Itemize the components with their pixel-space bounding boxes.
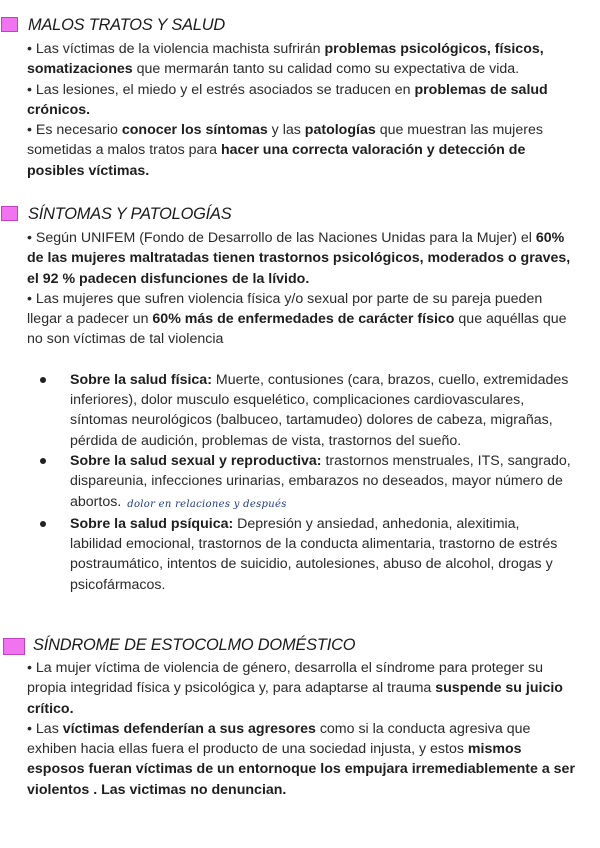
bold-text: 60% más de enfermedades de carácter físico (152, 311, 455, 328)
bullet-dot-icon (40, 377, 46, 383)
section-title: SÍNTOMAS Y PATOLOGÍAS (28, 205, 232, 223)
text-run: y las (267, 122, 305, 139)
text-run: • Las víctimas de la violencia machista sufrirán (27, 41, 325, 57)
bold-text: conocer los síntomas (121, 122, 268, 139)
text-run: • Según UNIFEM (Fondo de Desarrollo de las Naciones Unidas para la Mujer) el (27, 230, 536, 246)
bullet-dot-icon (40, 458, 46, 464)
bold-text: mismos esposos fueran víctimas de un entornoque los empujara irremediablemente a ser violentos . Las victimas no denuncian. (27, 741, 575, 798)
text-run: Depresión y ansiedad, anhedonia, alexitimia, labilidad emocional, trastornos de la conducta alimentaria, trastorno de estrés postraumático, intentos de suicidio, autolesiones, abuso de alcohol, drogas y psicofármacos. (70, 515, 558, 593)
bold-text: patologías (304, 122, 376, 139)
bold-text: problemas de salud crónicos. (27, 81, 548, 118)
list-item (0, 514, 600, 595)
section-body (0, 228, 600, 350)
text-run: • Las mujeres que sufren violencia física y/o sexual por parte de su pareja pueden llegar a padecer un (27, 290, 543, 328)
bold-text: suspende su juicio crítico. (27, 680, 563, 717)
text-run: que muestran las mujeres sometidas a malos tratos para (27, 122, 543, 159)
text-run: como si la conducta agresiva que exhiben hacia ellas fuera el producto de una sociedad injusta, y estos (27, 720, 531, 758)
text-run: • Las lesiones, el miedo y el estrés asociados se traducen en (27, 81, 415, 98)
section-estocolmo (0, 634, 600, 800)
text-run: • Es necesario (27, 122, 122, 139)
highlight-box-icon (1, 17, 18, 32)
bold-text: Sobre la salud psíquica: (70, 515, 234, 532)
section-title: MALOS TRATOS Y SALUD (28, 16, 226, 34)
bold-text: víctimas defenderían a sus agresores (62, 720, 316, 737)
text-run: que aquéllas que no son víctimas de tal violencia (27, 311, 567, 348)
section-body (0, 39, 600, 181)
section-heading (0, 15, 600, 39)
section-heading (0, 634, 600, 658)
paragraph (0, 120, 600, 181)
bullet-list (0, 370, 600, 595)
bold-text: Sobre la salud física: (70, 371, 212, 388)
text-run: • Las (27, 720, 63, 737)
section-title: SÍNDROME DE ESTOCOLMO DOMÉSTICO (33, 636, 356, 654)
paragraph (0, 228, 600, 289)
text-run: Muerte, contusiones (cara, brazos, cuello, extremidades inferiores), dolor musculo esquelético, complicaciones cardiovasculares, síntomas neurológicos (balbuceo, tartamudeo) dolores de cabeza, migrañas, pérdida de audición, problemas de vista, trastornos del sueño. (70, 371, 569, 449)
list-item (0, 451, 600, 514)
bold-text: 60% de las mujeres maltratadas tienen trastornos psicológicos, moderados o graves, el 92 % padecen disfunciones de la lívido. (27, 230, 571, 287)
list-item (0, 370, 600, 451)
bold-text: Sobre la salud sexual y reproductiva: (70, 452, 322, 469)
bullet-dot-icon (40, 521, 46, 527)
section-malos-tratos (0, 15, 600, 181)
bold-text: hacer una correcta valoración y detección de posibles víctimas. (27, 142, 526, 179)
paragraph (0, 658, 600, 719)
paragraph (0, 289, 600, 350)
text-run: trastornos menstruales, ITS, sangrado, dispareunia, infecciones urinarias, embarazos no deseados, mayor número de abortos. (70, 452, 571, 510)
bold-text: problemas psicológicos, físicos, somatizaciones (27, 41, 544, 78)
text-run: • La mujer víctima de violencia de género, desarrolla el síndrome para proteger su propia integridad física y psicológica y, para adaptarse al trauma (27, 660, 543, 697)
paragraph (0, 39, 600, 80)
highlight-box-icon (3, 638, 25, 655)
text-run: que mermarán tanto su calidad como su expectativa de vida. (132, 61, 520, 78)
section-heading (0, 204, 600, 228)
section-sintomas (0, 204, 600, 595)
handwritten-note: dolor en relaciones y después (127, 498, 287, 510)
section-body (0, 658, 600, 800)
paragraph (0, 719, 600, 800)
highlight-box-icon (1, 206, 18, 221)
paragraph (0, 80, 600, 121)
